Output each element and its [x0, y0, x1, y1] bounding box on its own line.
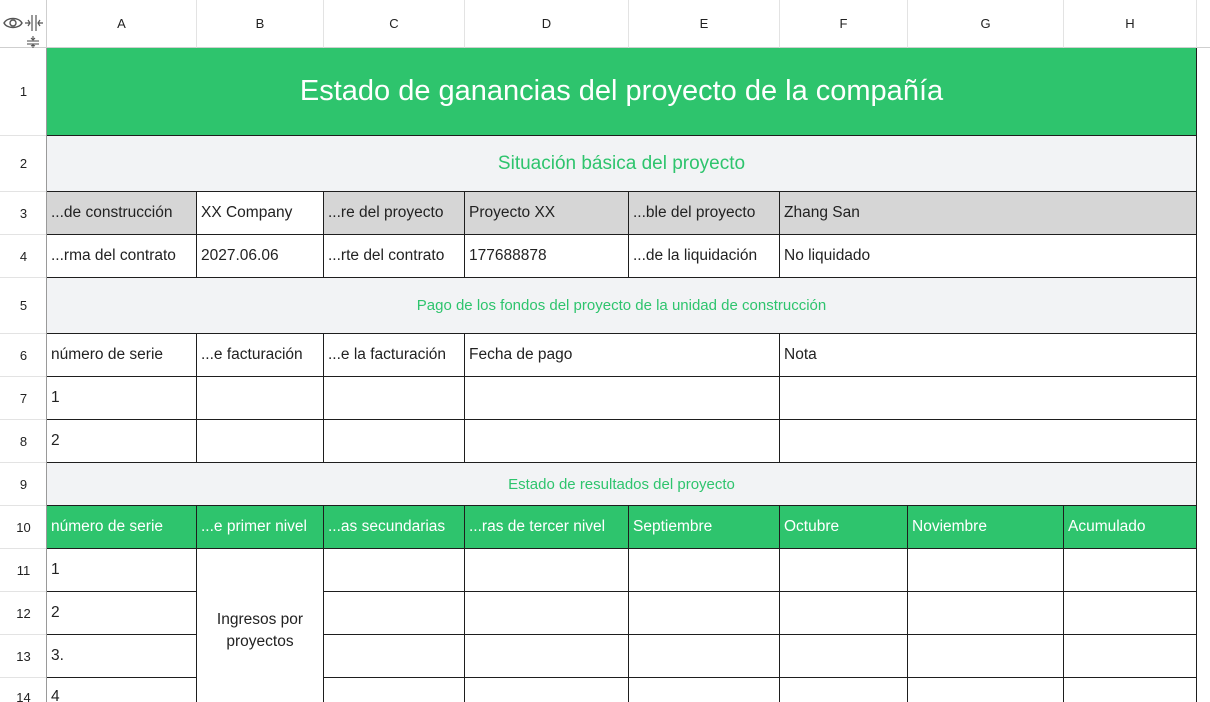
column-header-e[interactable]: E	[629, 0, 780, 48]
cell-a13[interactable]: 3.	[47, 635, 197, 678]
cell-c6[interactable]: ...e la facturación	[324, 334, 465, 377]
cell-a4[interactable]: ...rma del contrato	[47, 235, 197, 278]
row-header-8[interactable]: 8	[0, 420, 47, 463]
cell-c11[interactable]	[324, 549, 465, 592]
cell-c7[interactable]	[324, 377, 465, 420]
income-label: Ingresos por proyectos	[216, 611, 304, 650]
cell-h10[interactable]: Acumulado	[1064, 506, 1197, 549]
cell-g12[interactable]	[908, 592, 1064, 635]
eye-icon[interactable]	[3, 16, 23, 30]
cell-a6[interactable]: número de serie	[47, 334, 197, 377]
column-header-c[interactable]: C	[324, 0, 465, 48]
cell-g11[interactable]	[908, 549, 1064, 592]
cell-g14[interactable]	[908, 678, 1064, 702]
cell-a11[interactable]: 1	[47, 549, 197, 592]
row-header-3[interactable]: 3	[0, 192, 47, 235]
row-header-14[interactable]: 14	[0, 678, 47, 702]
cell-a8[interactable]: 2	[47, 420, 197, 463]
cell-c14[interactable]	[324, 678, 465, 702]
cell-f13[interactable]	[780, 635, 908, 678]
freeze-rows-icon[interactable]	[25, 36, 41, 48]
cell-f10[interactable]: Octubre	[780, 506, 908, 549]
row-header-9[interactable]: 9	[0, 463, 47, 506]
cell-h12[interactable]	[1064, 592, 1197, 635]
cell-h11[interactable]	[1064, 549, 1197, 592]
cell-b7[interactable]	[197, 377, 324, 420]
cell-e4[interactable]: ...de la liquidación	[629, 235, 780, 278]
table-right-border	[1196, 48, 1197, 702]
column-header-a[interactable]: A	[47, 0, 197, 48]
row-header-4[interactable]: 4	[0, 235, 47, 278]
column-header-overflow	[1197, 0, 1210, 48]
cell-d4[interactable]: 177688878	[465, 235, 629, 278]
cell-f3[interactable]: Zhang San	[780, 192, 1197, 235]
cell-d8[interactable]	[465, 420, 780, 463]
row-header-10[interactable]: 10	[0, 506, 47, 549]
cell-a14[interactable]: 4	[47, 678, 197, 702]
cell-d11[interactable]	[465, 549, 629, 592]
cell-b10[interactable]: ...e primer nivel	[197, 506, 324, 549]
row-header-2[interactable]: 2	[0, 136, 47, 192]
cell-e11[interactable]	[629, 549, 780, 592]
cell-a3[interactable]: ...de construcción	[47, 192, 197, 235]
cell-c3[interactable]: ...re del proyecto	[324, 192, 465, 235]
column-header-d[interactable]: D	[465, 0, 629, 48]
cell-e12[interactable]	[629, 592, 780, 635]
cell-d13[interactable]	[465, 635, 629, 678]
cell-d14[interactable]	[465, 678, 629, 702]
column-header-h[interactable]: H	[1064, 0, 1197, 48]
cell-f14[interactable]	[780, 678, 908, 702]
row-header-12[interactable]: 12	[0, 592, 47, 635]
cell-c12[interactable]	[324, 592, 465, 635]
cell-d3[interactable]: Proyecto XX	[465, 192, 629, 235]
cell-d12[interactable]	[465, 592, 629, 635]
row-header-7[interactable]: 7	[0, 377, 47, 420]
cell-b3[interactable]: XX Company	[197, 192, 324, 235]
cell-e10[interactable]: Septiembre	[629, 506, 780, 549]
cell-f12[interactable]	[780, 592, 908, 635]
cell-c4[interactable]: ...rte del contrato	[324, 235, 465, 278]
cell-g13[interactable]	[908, 635, 1064, 678]
cell-a10[interactable]: número de serie	[47, 506, 197, 549]
cell-e14[interactable]	[629, 678, 780, 702]
cell-e3[interactable]: ...ble del proyecto	[629, 192, 780, 235]
cell-d7[interactable]	[465, 377, 780, 420]
cell-c13[interactable]	[324, 635, 465, 678]
column-header-b[interactable]: B	[197, 0, 324, 48]
cell-f4[interactable]: No liquidado	[780, 235, 1197, 278]
cell-c10[interactable]: ...as secundarias	[324, 506, 465, 549]
cell-h13[interactable]	[1064, 635, 1197, 678]
cell-f8[interactable]	[780, 420, 1197, 463]
cell-b4[interactable]: 2027.06.06	[197, 235, 324, 278]
cell-a7[interactable]: 1	[47, 377, 197, 420]
cell-b6[interactable]: ...e facturación	[197, 334, 324, 377]
cell-d10[interactable]: ...ras de tercer nivel	[465, 506, 629, 549]
cell-b11-merged[interactable]	[197, 549, 324, 702]
cell-b8[interactable]	[197, 420, 324, 463]
row-header-5[interactable]: 5	[0, 278, 47, 334]
row-header-11[interactable]: 11	[0, 549, 47, 592]
corner-controls	[0, 0, 47, 48]
cell-f11[interactable]	[780, 549, 908, 592]
sheet-title[interactable]: Estado de ganancias del proyecto de la compañía	[47, 48, 1197, 136]
section-funds-payment[interactable]: Pago de los fondos del proyecto de la unidad de construcción	[47, 278, 1197, 334]
column-header-f[interactable]: F	[780, 0, 908, 48]
cell-e13[interactable]	[629, 635, 780, 678]
cell-h14[interactable]	[1064, 678, 1197, 702]
section-basic-situation[interactable]: Situación básica del proyecto	[47, 136, 1197, 192]
row-header-1[interactable]: 1	[0, 48, 47, 136]
row-header-6[interactable]: 6	[0, 334, 47, 377]
freeze-columns-icon[interactable]	[23, 13, 45, 33]
cell-f7[interactable]	[780, 377, 1197, 420]
row-header-13[interactable]: 13	[0, 635, 47, 678]
section-results-statement[interactable]: Estado de resultados del proyecto	[47, 463, 1197, 506]
column-header-g[interactable]: G	[908, 0, 1064, 48]
cell-c8[interactable]	[324, 420, 465, 463]
cell-g10[interactable]: Noviembre	[908, 506, 1064, 549]
cell-a12[interactable]: 2	[47, 592, 197, 635]
cell-d6[interactable]: Fecha de pago	[465, 334, 780, 377]
cell-f6[interactable]: Nota	[780, 334, 1197, 377]
